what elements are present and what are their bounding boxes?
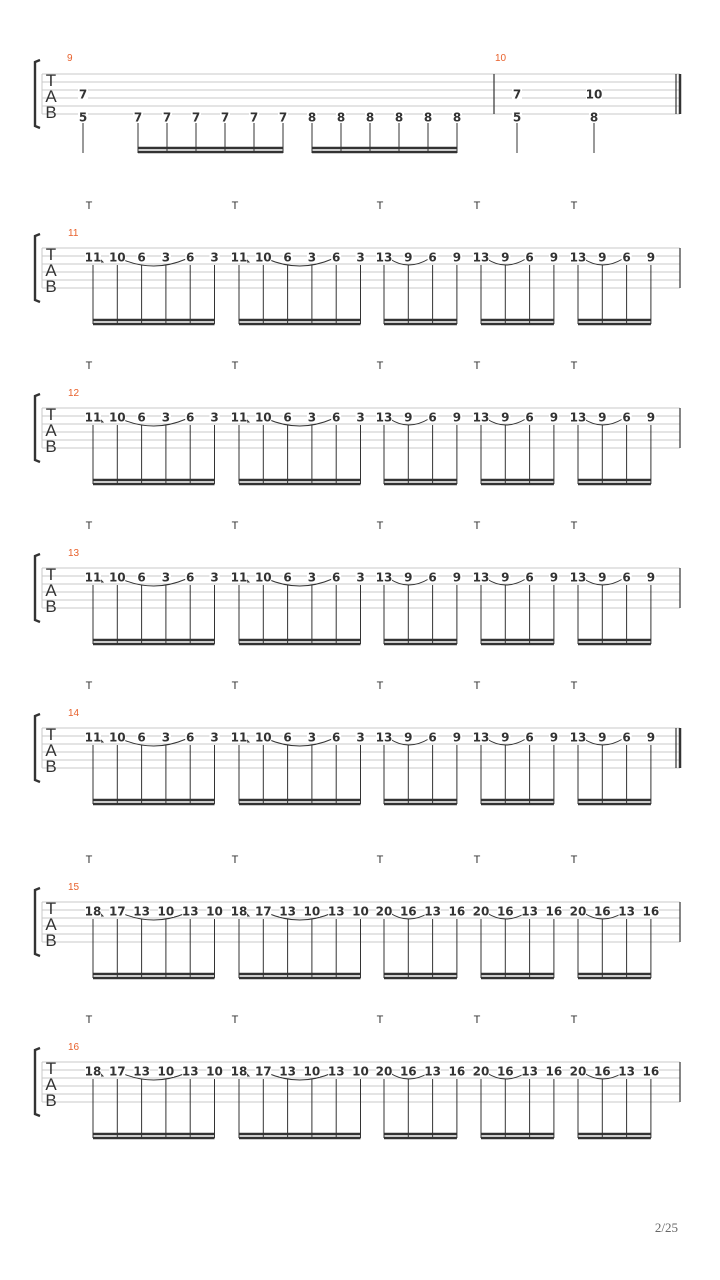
slur [267, 259, 332, 266]
fret-number: 6 [525, 730, 534, 745]
fret-number: 3 [356, 570, 365, 585]
tab-clef-t: T [45, 405, 57, 424]
fret-number: 6 [332, 410, 341, 425]
fret-number: 13 [569, 730, 587, 745]
fret-number: 3 [356, 730, 365, 745]
fret-number: 17 [108, 1064, 126, 1079]
tap-marker: T [473, 1014, 481, 1026]
tab-clef-b: B [45, 597, 57, 616]
tap-marker: T [376, 360, 384, 372]
fret-number: 18 [84, 1064, 102, 1079]
fret-number: 10 [157, 904, 175, 919]
tap-marker: T [570, 1014, 578, 1026]
fret-number: 11 [230, 410, 248, 425]
fret-number: 9 [452, 570, 462, 585]
fret-number: 6 [332, 570, 341, 585]
fret-number: 9 [549, 410, 559, 425]
fret-number: 18 [230, 904, 248, 919]
fret-number: 13 [569, 250, 587, 265]
tab-clef-a: A [45, 581, 57, 600]
fret-number: 7 [512, 87, 522, 102]
fret-number: 13 [181, 904, 199, 919]
fret-number: 6 [186, 730, 195, 745]
tab-clef-b: B [45, 931, 57, 950]
fret-number: 10 [352, 904, 369, 919]
fret-number: 17 [254, 904, 272, 919]
fret-number: 13 [618, 904, 635, 919]
tab-clef-a: A [45, 741, 57, 760]
fret-number: 13 [472, 250, 490, 265]
fret-number: 9 [501, 730, 510, 745]
fret-number: 9 [549, 250, 559, 265]
fret-number: 11 [230, 250, 248, 265]
fret-number: 9 [646, 250, 656, 265]
slur [267, 419, 332, 426]
tap-marker: T [473, 200, 481, 212]
tap-marker: T [570, 360, 578, 372]
tap-marker: T [231, 1014, 239, 1026]
tab-clef-a: A [45, 261, 57, 280]
fret-number: 20 [375, 904, 393, 919]
fret-number: 13 [472, 730, 490, 745]
tap-marker: T [376, 854, 384, 866]
fret-number: 9 [404, 570, 413, 585]
tab-clef-b: B [45, 103, 57, 122]
fret-number: 9 [598, 250, 607, 265]
measure-number: 11 [68, 228, 79, 239]
tap-marker: T [85, 854, 93, 866]
fret-number: 9 [598, 570, 607, 585]
fret-number: 6 [137, 410, 146, 425]
fret-number: 7 [133, 110, 143, 125]
tab-clef-t: T [45, 245, 57, 264]
fret-number: 8 [365, 110, 375, 125]
fret-number: 11 [84, 730, 102, 745]
slur [267, 739, 332, 746]
fret-number: 6 [622, 730, 631, 745]
page-indicator: 2/25 [654, 1220, 678, 1235]
fret-number: 6 [283, 410, 292, 425]
fret-number: 6 [525, 250, 534, 265]
fret-number: 13 [279, 1064, 296, 1079]
fret-number: 3 [161, 570, 171, 585]
fret-number: 6 [186, 250, 195, 265]
tap-marker: T [376, 680, 384, 692]
tap-marker: T [570, 854, 578, 866]
fret-number: 13 [133, 904, 150, 919]
fret-number: 10 [157, 1064, 175, 1079]
tap-marker: T [376, 200, 384, 212]
fret-number: 3 [210, 730, 219, 745]
tap-marker: T [376, 520, 384, 532]
fret-number: 11 [230, 570, 248, 585]
fret-number: 3 [210, 410, 219, 425]
tab-clef-t: T [45, 725, 57, 744]
fret-number: 13 [327, 904, 345, 919]
fret-number: 13 [569, 410, 587, 425]
fret-number: 3 [307, 730, 317, 745]
fret-number: 20 [569, 1064, 587, 1079]
slur [121, 579, 186, 586]
tab-clef-a: A [45, 915, 57, 934]
fret-number: 10 [585, 87, 603, 102]
system-bracket [35, 234, 40, 302]
slur [121, 739, 186, 746]
tab-clef-b: B [45, 277, 57, 296]
fret-number: 3 [161, 730, 171, 745]
fret-number: 7 [162, 110, 172, 125]
fret-number: 6 [428, 730, 437, 745]
fret-number: 8 [452, 110, 462, 125]
fret-number: 16 [448, 1064, 466, 1079]
fret-number: 6 [186, 410, 195, 425]
fret-number: 8 [423, 110, 433, 125]
tap-marker: T [231, 200, 239, 212]
tab-clef-a: A [45, 87, 57, 106]
tap-marker: T [85, 200, 93, 212]
tab-clef-t: T [45, 1059, 57, 1078]
slur [267, 913, 332, 920]
fret-number: 10 [352, 1064, 369, 1079]
fret-number: 6 [525, 410, 534, 425]
fret-number: 3 [210, 570, 219, 585]
fret-number: 6 [332, 250, 341, 265]
fret-number: 13 [279, 904, 296, 919]
fret-number: 16 [399, 904, 417, 919]
fret-number: 9 [549, 730, 559, 745]
system-bracket [35, 1048, 40, 1116]
fret-number: 16 [593, 1064, 611, 1079]
tab-clef-t: T [45, 899, 57, 918]
fret-number: 3 [356, 410, 365, 425]
fret-number: 10 [108, 250, 126, 265]
fret-number: 9 [598, 410, 607, 425]
tab-clef-t: T [45, 565, 57, 584]
system-bracket [35, 554, 40, 622]
fret-number: 9 [452, 730, 462, 745]
fret-number: 13 [375, 570, 393, 585]
slur [267, 1073, 332, 1080]
fret-number: 20 [375, 1064, 393, 1079]
fret-number: 9 [501, 250, 510, 265]
fret-number: 13 [521, 1064, 538, 1079]
fret-number: 6 [283, 730, 292, 745]
fret-number: 10 [254, 250, 272, 265]
fret-number: 3 [307, 570, 317, 585]
fret-number: 11 [84, 250, 102, 265]
fret-number: 9 [404, 730, 413, 745]
fret-number: 16 [399, 1064, 417, 1079]
fret-number: 13 [521, 904, 538, 919]
measure-number: 13 [68, 548, 80, 559]
fret-number: 10 [108, 730, 126, 745]
fret-number: 3 [307, 250, 317, 265]
fret-number: 9 [646, 730, 656, 745]
tap-marker: T [473, 360, 481, 372]
fret-number: 13 [375, 410, 393, 425]
fret-number: 7 [249, 110, 259, 125]
fret-number: 6 [525, 570, 534, 585]
fret-number: 8 [394, 110, 404, 125]
fret-number: 13 [569, 570, 587, 585]
fret-number: 17 [108, 904, 126, 919]
fret-number: 10 [206, 1064, 223, 1079]
fret-number: 10 [108, 410, 126, 425]
fret-number: 11 [84, 570, 102, 585]
fret-number: 16 [545, 904, 563, 919]
fret-number: 10 [108, 570, 126, 585]
fret-number: 16 [642, 1064, 660, 1079]
tap-marker: T [231, 360, 239, 372]
fret-number: 18 [230, 1064, 248, 1079]
fret-number: 3 [161, 250, 171, 265]
tap-marker: T [473, 854, 481, 866]
fret-number: 9 [646, 410, 656, 425]
fret-number: 6 [283, 250, 292, 265]
fret-number: 9 [404, 250, 413, 265]
fret-number: 16 [545, 1064, 563, 1079]
fret-number: 6 [622, 250, 631, 265]
fret-number: 13 [472, 570, 490, 585]
measure-number: 16 [68, 1042, 80, 1053]
fret-number: 18 [84, 904, 102, 919]
tab-clef-b: B [45, 1091, 57, 1110]
measure-number: 10 [495, 53, 507, 64]
fret-number: 9 [501, 570, 510, 585]
tab-clef-a: A [45, 1075, 57, 1094]
measure-number: 14 [68, 708, 80, 719]
fret-number: 10 [206, 904, 223, 919]
fret-number: 9 [452, 410, 462, 425]
slur [121, 259, 186, 266]
slur [121, 419, 186, 426]
slur [121, 913, 186, 920]
fret-number: 11 [230, 730, 248, 745]
slur [121, 1073, 186, 1080]
fret-number: 7 [191, 110, 201, 125]
system-bracket [35, 888, 40, 956]
tab-clef-b: B [45, 437, 57, 456]
tap-marker: T [376, 1014, 384, 1026]
fret-number: 7 [278, 110, 288, 125]
fret-number: 3 [356, 250, 365, 265]
fret-number: 13 [133, 1064, 150, 1079]
tap-marker: T [231, 520, 239, 532]
system-bracket [35, 714, 40, 782]
fret-number: 11 [84, 410, 102, 425]
fret-number: 10 [303, 904, 321, 919]
fret-number: 7 [220, 110, 230, 125]
fret-number: 16 [496, 1064, 514, 1079]
fret-number: 9 [646, 570, 656, 585]
slur [267, 579, 332, 586]
fret-number: 9 [549, 570, 559, 585]
fret-number: 10 [254, 730, 272, 745]
fret-number: 10 [303, 1064, 321, 1079]
fret-number: 8 [589, 110, 599, 125]
tap-marker: T [570, 200, 578, 212]
fret-number: 6 [622, 410, 631, 425]
tap-marker: T [85, 360, 93, 372]
fret-number: 9 [501, 410, 510, 425]
tap-marker: T [473, 680, 481, 692]
fret-number: 8 [336, 110, 346, 125]
fret-number: 5 [512, 110, 522, 125]
fret-number: 9 [452, 250, 462, 265]
system-bracket [35, 394, 40, 462]
fret-number: 6 [137, 570, 146, 585]
tap-marker: T [231, 680, 239, 692]
fret-number: 16 [642, 904, 660, 919]
fret-number: 6 [622, 570, 631, 585]
fret-number: 6 [428, 410, 437, 425]
fret-number: 13 [424, 904, 441, 919]
fret-number: 3 [210, 250, 219, 265]
fret-number: 6 [332, 730, 341, 745]
system-bracket [35, 60, 40, 128]
tap-marker: T [570, 680, 578, 692]
measure-number: 9 [67, 53, 73, 64]
fret-number: 8 [307, 110, 317, 125]
fret-number: 16 [496, 904, 514, 919]
fret-number: 6 [428, 570, 437, 585]
fret-number: 6 [283, 570, 292, 585]
fret-number: 20 [472, 904, 490, 919]
fret-number: 10 [254, 570, 272, 585]
fret-number: 6 [186, 570, 195, 585]
fret-number: 16 [448, 904, 466, 919]
fret-number: 9 [598, 730, 607, 745]
fret-number: 13 [424, 1064, 441, 1079]
tab-clef-t: T [45, 71, 57, 90]
tab-clef-a: A [45, 421, 57, 440]
tap-marker: T [231, 854, 239, 866]
tab-clef-b: B [45, 757, 57, 776]
fret-number: 20 [472, 1064, 490, 1079]
fret-number: 13 [375, 250, 393, 265]
tap-marker: T [570, 520, 578, 532]
fret-number: 9 [404, 410, 413, 425]
fret-number: 3 [161, 410, 171, 425]
tap-marker: T [85, 1014, 93, 1026]
fret-number: 13 [472, 410, 490, 425]
fret-number: 6 [137, 730, 146, 745]
fret-number: 13 [375, 730, 393, 745]
tap-marker: T [85, 680, 93, 692]
fret-number: 16 [593, 904, 611, 919]
fret-number: 13 [618, 1064, 635, 1079]
fret-number: 13 [181, 1064, 199, 1079]
measure-number: 12 [68, 388, 80, 399]
tap-marker: T [85, 520, 93, 532]
fret-number: 20 [569, 904, 587, 919]
fret-number: 13 [327, 1064, 345, 1079]
fret-number: 7 [78, 87, 88, 102]
fret-number: 6 [137, 250, 146, 265]
fret-number: 5 [78, 110, 88, 125]
tap-marker: T [473, 520, 481, 532]
fret-number: 6 [428, 250, 437, 265]
fret-number: 17 [254, 1064, 272, 1079]
fret-number: 10 [254, 410, 272, 425]
fret-number: 3 [307, 410, 317, 425]
measure-number: 15 [68, 882, 80, 893]
